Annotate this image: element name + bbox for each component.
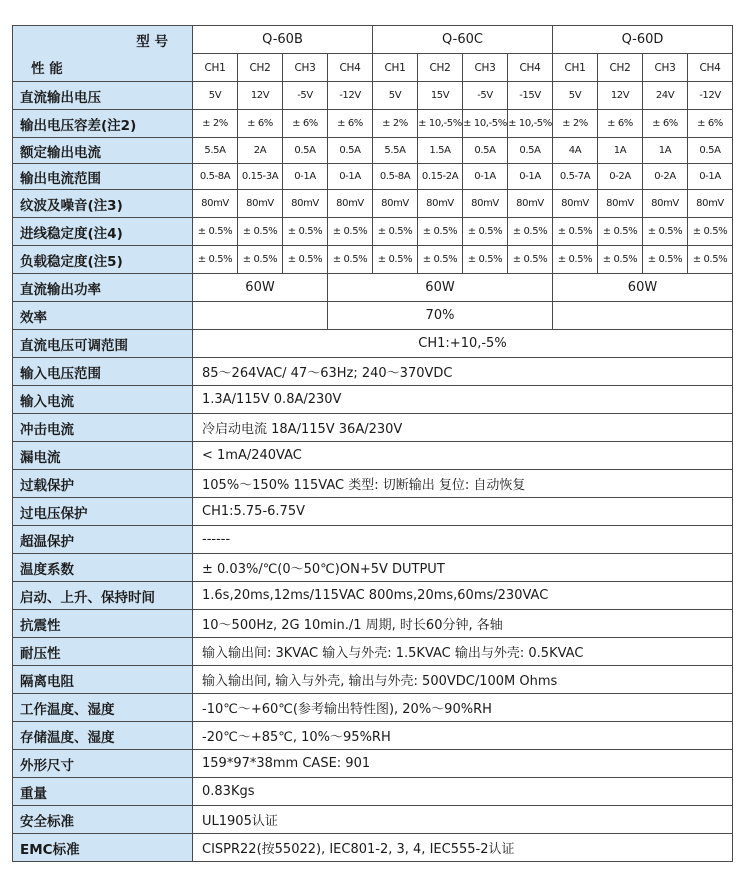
channel-value-cell: ± 0.5% xyxy=(238,246,283,274)
performance-label: 性 能 xyxy=(31,61,63,77)
channel-value-cell: 0.15-2A xyxy=(418,164,463,190)
row-label: 隔离电阻 xyxy=(13,666,193,694)
channel-value-cell: 0.5A xyxy=(508,138,553,164)
channel-value-cell: 0.5A xyxy=(283,138,328,164)
channel-value-cell: 0.5A xyxy=(463,138,508,164)
channel-value-cell: ± 10,-5% xyxy=(508,110,553,138)
channel-value-cell: ± 0.5% xyxy=(283,246,328,274)
spec-value-cell: -10℃～+60℃(参考输出特性图), 20%～90%RH xyxy=(193,694,733,722)
channel-value-cell: 5V xyxy=(553,82,598,110)
channel-header-cell: CH4 xyxy=(328,54,373,82)
channel-value-cell: 12V xyxy=(238,82,283,110)
channel-value-cell: 5V xyxy=(373,82,418,110)
channel-value-cell: ± 0.5% xyxy=(553,218,598,246)
channel-value-cell: -12V xyxy=(688,82,733,110)
spec-value-cell: 159*97*38mm CASE: 901 xyxy=(193,750,733,778)
channel-value-cell: 5.5A xyxy=(373,138,418,164)
channel-value-cell: 0-1A xyxy=(328,164,373,190)
channel-header-cell: CH1 xyxy=(553,54,598,82)
channel-value-cell: ± 2% xyxy=(553,110,598,138)
channel-value-cell: -15V xyxy=(508,82,553,110)
channel-value-cell: 80mV xyxy=(508,190,553,218)
channel-header-cell: CH1 xyxy=(193,54,238,82)
channel-header-cell: CH2 xyxy=(598,54,643,82)
spec-row xyxy=(13,610,733,638)
row-label: 漏电流 xyxy=(13,442,193,470)
channel-value-cell: 80mV xyxy=(598,190,643,218)
channel-value-cell: 0-1A xyxy=(463,164,508,190)
row-label: 纹波及噪音(注3) xyxy=(13,190,193,218)
model-q60c: Q-60C xyxy=(373,26,553,54)
spec-row xyxy=(13,554,733,582)
channel-value-cell: 0-2A xyxy=(598,164,643,190)
spec-row xyxy=(13,414,733,442)
channel-value-cell: ± 2% xyxy=(193,110,238,138)
spec-value-cell: ------ xyxy=(193,526,733,554)
spec-row xyxy=(13,110,733,138)
row-label: 额定输出电流 xyxy=(13,138,193,164)
spec-row xyxy=(13,694,733,722)
row-label: 负载稳定度(注5) xyxy=(13,246,193,274)
spec-row xyxy=(13,190,733,218)
row-label: 进线稳定度(注4) xyxy=(13,218,193,246)
channel-value-cell: 4A xyxy=(553,138,598,164)
efficiency-blank-cell xyxy=(193,302,328,330)
channel-value-cell: ± 0.5% xyxy=(373,218,418,246)
channel-value-cell: 80mV xyxy=(418,190,463,218)
channel-value-cell: ± 0.5% xyxy=(643,246,688,274)
efficiency-blank-cell xyxy=(553,302,733,330)
model-header-row xyxy=(13,26,733,54)
spec-row xyxy=(13,638,733,666)
spec-row xyxy=(13,302,733,330)
channel-value-cell: 0-2A xyxy=(643,164,688,190)
spec-value-cell: 10～500Hz, 2G 10min./1 周期, 时长60分钟, 各轴 xyxy=(193,610,733,638)
channel-value-cell: 80mV xyxy=(373,190,418,218)
row-label: 输出电流范围 xyxy=(13,164,193,190)
channel-value-cell: 5V xyxy=(193,82,238,110)
channel-value-cell: 2A xyxy=(238,138,283,164)
channel-value-cell: 0-1A xyxy=(283,164,328,190)
channel-value-cell: 5.5A xyxy=(193,138,238,164)
channel-value-cell: 80mV xyxy=(643,190,688,218)
channel-value-cell: ± 2% xyxy=(373,110,418,138)
row-label: 输出电压容差(注2) xyxy=(13,110,193,138)
spec-row xyxy=(13,834,733,862)
power-value-cell: 60W xyxy=(328,274,553,302)
spec-row xyxy=(13,218,733,246)
spec-value-cell: -20℃～+85℃, 10%～95%RH xyxy=(193,722,733,750)
spec-row xyxy=(13,582,733,610)
spec-row xyxy=(13,274,733,302)
row-label: 直流输出电压 xyxy=(13,82,193,110)
channel-value-cell: -5V xyxy=(283,82,328,110)
row-label: 存储温度、湿度 xyxy=(13,722,193,750)
channel-value-cell: 24V xyxy=(643,82,688,110)
channel-value-cell: 80mV xyxy=(328,190,373,218)
row-label: 过电压保护 xyxy=(13,498,193,526)
row-label: EMC标准 xyxy=(13,834,193,862)
spec-value-cell: 0.83Kgs xyxy=(193,778,733,806)
channel-value-cell: ± 6% xyxy=(328,110,373,138)
channel-value-cell: ± 0.5% xyxy=(688,246,733,274)
channel-value-cell: ± 0.5% xyxy=(373,246,418,274)
spec-value-cell: UL1905认证 xyxy=(193,806,733,834)
row-label: 超温保护 xyxy=(13,526,193,554)
spec-row xyxy=(13,138,733,164)
channel-value-cell: 12V xyxy=(598,82,643,110)
channel-value-cell: ± 6% xyxy=(643,110,688,138)
row-label: 安全标准 xyxy=(13,806,193,834)
channel-header-cell: CH1 xyxy=(373,54,418,82)
channel-header-cell: CH4 xyxy=(508,54,553,82)
channel-value-cell: 80mV xyxy=(688,190,733,218)
spec-row xyxy=(13,386,733,414)
channel-value-cell: ± 0.5% xyxy=(598,246,643,274)
channel-value-cell: 80mV xyxy=(463,190,508,218)
spec-row xyxy=(13,806,733,834)
spec-value-cell: 85～264VAC/ 47～63Hz; 240～370VDC xyxy=(193,358,733,386)
spec-row xyxy=(13,82,733,110)
channel-header-cell: CH4 xyxy=(688,54,733,82)
row-label: 启动、上升、保持时间 xyxy=(13,582,193,610)
channel-header-cell: CH3 xyxy=(643,54,688,82)
channel-value-cell: 0-1A xyxy=(508,164,553,190)
channel-value-cell: 1A xyxy=(643,138,688,164)
row-label: 工作温度、湿度 xyxy=(13,694,193,722)
spec-row xyxy=(13,164,733,190)
channel-value-cell: 0.5A xyxy=(328,138,373,164)
row-label: 冲击电流 xyxy=(13,414,193,442)
spec-row xyxy=(13,526,733,554)
channel-value-cell: ± 0.5% xyxy=(328,218,373,246)
channel-value-cell: 80mV xyxy=(238,190,283,218)
spec-row xyxy=(13,666,733,694)
spec-row xyxy=(13,498,733,526)
channel-header-cell: CH2 xyxy=(418,54,463,82)
channel-header-cell: CH3 xyxy=(463,54,508,82)
channel-value-cell: 1A xyxy=(598,138,643,164)
channel-value-cell: ± 0.5% xyxy=(463,246,508,274)
spec-value-cell: 输入输出间: 3KVAC 输入与外壳: 1.5KVAC 输出与外壳: 0.5KVAC xyxy=(193,638,733,666)
spec-value-cell: ± 0.03%/℃(0～50℃)ON+5V DUTPUT xyxy=(193,554,733,582)
channel-value-cell: ± 0.5% xyxy=(418,218,463,246)
channel-value-cell: 1.5A xyxy=(418,138,463,164)
row-label: 耐压性 xyxy=(13,638,193,666)
spec-value-cell: 105%～150% 115VAC 类型: 切断输出 复位: 自动恢复 xyxy=(193,470,733,498)
spec-value-cell: < 1mA/240VAC xyxy=(193,442,733,470)
channel-value-cell: ± 0.5% xyxy=(688,218,733,246)
channel-value-cell: ± 10,-5% xyxy=(463,110,508,138)
spec-value-cell: 冷启动电流 18A/115V 36A/230V xyxy=(193,414,733,442)
model-q60b: Q-60B xyxy=(193,26,373,54)
row-label: 输入电压范围 xyxy=(13,358,193,386)
channel-value-cell: ± 0.5% xyxy=(643,218,688,246)
row-label: 效率 xyxy=(13,302,193,330)
channel-value-cell: ± 0.5% xyxy=(193,246,238,274)
channel-value-cell: -5V xyxy=(463,82,508,110)
channel-value-cell: ± 10,-5% xyxy=(418,110,463,138)
channel-value-cell: 80mV xyxy=(193,190,238,218)
row-label: 过载保护 xyxy=(13,470,193,498)
power-value-cell: 60W xyxy=(553,274,733,302)
row-label: 输入电流 xyxy=(13,386,193,414)
spec-table xyxy=(12,25,733,862)
channel-value-cell: 80mV xyxy=(553,190,598,218)
spec-row xyxy=(13,442,733,470)
channel-value-cell: 0.15-3A xyxy=(238,164,283,190)
spec-row xyxy=(13,470,733,498)
spec-row xyxy=(13,330,733,358)
channel-header-cell: CH2 xyxy=(238,54,283,82)
channel-value-cell: ± 6% xyxy=(688,110,733,138)
spec-row xyxy=(13,722,733,750)
channel-value-cell: 0.5A xyxy=(688,138,733,164)
power-value-cell: 60W xyxy=(193,274,328,302)
spec-row xyxy=(13,358,733,386)
row-label: 温度系数 xyxy=(13,554,193,582)
spec-value-cell: 1.3A/115V 0.8A/230V xyxy=(193,386,733,414)
channel-value-cell: 0.5-7A xyxy=(553,164,598,190)
spec-value-cell: CH1:5.75-6.75V xyxy=(193,498,733,526)
efficiency-value-cell: 70% xyxy=(328,302,553,330)
channel-value-cell: ± 0.5% xyxy=(553,246,598,274)
channel-value-cell: ± 6% xyxy=(283,110,328,138)
spec-row xyxy=(13,246,733,274)
channel-value-cell: 0.5-8A xyxy=(373,164,418,190)
row-label: 直流输出功率 xyxy=(13,274,193,302)
channel-value-cell: -12V xyxy=(328,82,373,110)
channel-value-cell: 0-1A xyxy=(688,164,733,190)
model-q60d: Q-60D xyxy=(553,26,733,54)
channel-value-cell: ± 0.5% xyxy=(238,218,283,246)
model-label: 型 号 xyxy=(136,34,168,50)
channel-value-cell: ± 0.5% xyxy=(418,246,463,274)
channel-value-cell: ± 0.5% xyxy=(598,218,643,246)
row-label: 直流电压可调范围 xyxy=(13,330,193,358)
channel-value-cell: ± 6% xyxy=(598,110,643,138)
channel-value-cell: ± 6% xyxy=(238,110,283,138)
channel-value-cell: ± 0.5% xyxy=(508,246,553,274)
spec-value-cell: 1.6s,20ms,12ms/115VAC 800ms,20ms,60ms/230VAC xyxy=(193,582,733,610)
spec-value-cell: CISPR22(按55022), IEC801-2, 3, 4, IEC555-2认证 xyxy=(193,834,733,862)
channel-value-cell: ± 0.5% xyxy=(463,218,508,246)
channel-value-cell: ± 0.5% xyxy=(508,218,553,246)
channel-value-cell: 15V xyxy=(418,82,463,110)
row-label: 抗震性 xyxy=(13,610,193,638)
spec-row xyxy=(13,778,733,806)
channel-value-cell: ± 0.5% xyxy=(283,218,328,246)
row-label: 外形尺寸 xyxy=(13,750,193,778)
header-corner-cell xyxy=(13,26,193,82)
channel-value-cell: ± 0.5% xyxy=(328,246,373,274)
spec-row xyxy=(13,750,733,778)
channel-header-cell: CH3 xyxy=(283,54,328,82)
row-label: 重量 xyxy=(13,778,193,806)
spec-value-cell: 输入输出间, 输入与外壳, 输出与外壳: 500VDC/100M Ohms xyxy=(193,666,733,694)
channel-value-cell: 0.5-8A xyxy=(193,164,238,190)
adjust-value-cell: CH1:+10,-5% xyxy=(193,330,733,358)
channel-value-cell: ± 0.5% xyxy=(193,218,238,246)
channel-value-cell: 80mV xyxy=(283,190,328,218)
